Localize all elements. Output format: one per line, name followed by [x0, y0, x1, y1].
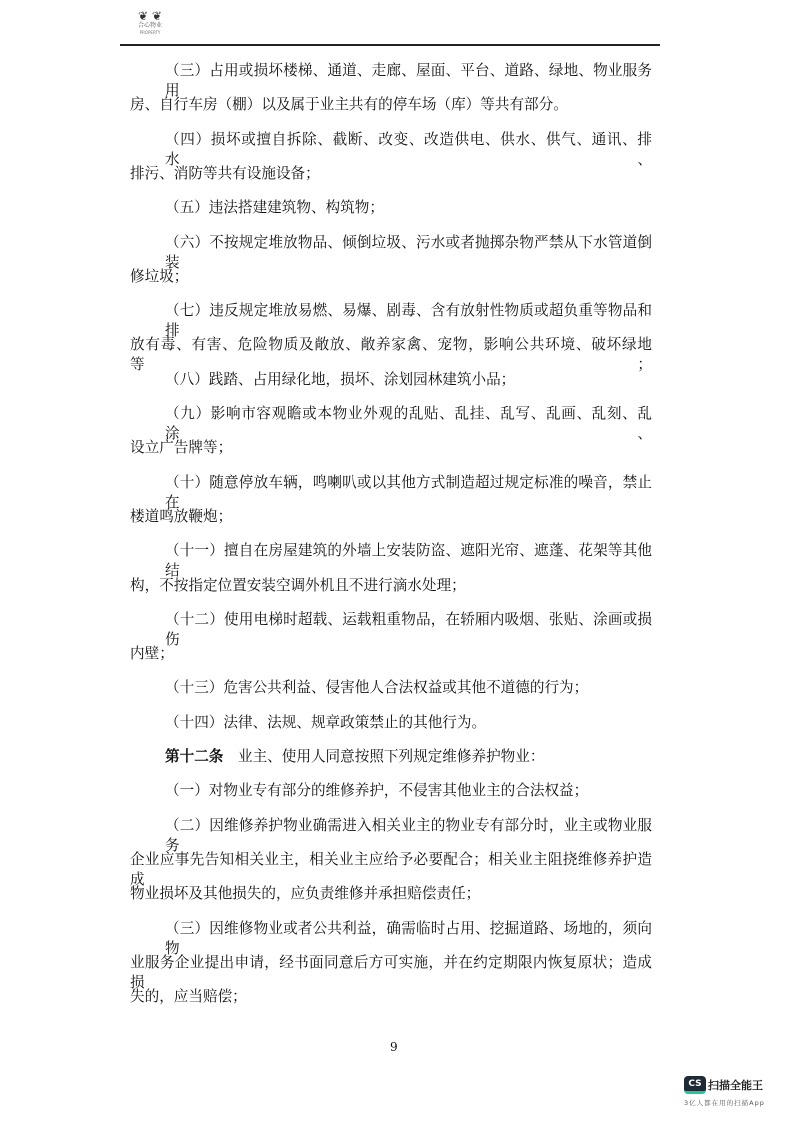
line-text: （三）占用或损坏楼梯、通道、走廊、屋面、平台、道路、绿地、物业服务用: [165, 62, 652, 99]
line-text: 构，不按指定位置安装空调外机且不进行滴水处理；: [130, 576, 466, 594]
line-text: （二）因维修养护物业确需进入相关业主的物业专有部分时，业主或物业服务: [165, 816, 652, 854]
text-line: [130, 987, 247, 1007]
text-line: [130, 267, 188, 287]
line-text: 内壁；: [130, 645, 174, 663]
line-text: 修垃圾；: [130, 267, 189, 285]
text-line: [165, 473, 652, 513]
line-text: （一）对物业专有部分的维修养护，不侵害其他业主的合法权益；: [165, 782, 589, 800]
line-text: （五）违法搭建建筑物、构筑物；: [165, 199, 384, 217]
line-text: （十四）法律、法规、规章政策禁止的其他行为。: [165, 713, 487, 731]
text-line: [130, 95, 568, 115]
text-line: [165, 370, 515, 390]
text-line: [130, 644, 174, 664]
line-text: 企业应事先告知相关业主，相关业主应给予必要配合；相关业主阻挠维修养护造成: [130, 850, 652, 888]
line-text: （四）损坏或擅自拆除、截断、改变、改造供电、供水、供气、通讯、排水、: [165, 130, 652, 168]
line-text: （九）影响市容观瞻或本物业外观的乱贴、乱挂、乱写、乱画、乱刻、乱涂、: [165, 405, 652, 442]
text-line: [130, 438, 232, 458]
text-line: [165, 713, 486, 733]
line-text: 设立广告牌等；: [130, 439, 233, 457]
line-text: 失的，应当赔偿；: [130, 988, 247, 1006]
company-logo: [132, 10, 168, 36]
logo-text: 合心物业: [137, 22, 162, 29]
article-heading: 第十二条: [165, 748, 224, 765]
text-line: [130, 507, 232, 527]
text-line: [165, 610, 652, 650]
text-line: [165, 198, 384, 218]
line-text: （三）因维修物业或者公共利益，确需临时占用、挖掘道路、场地的，须向物: [165, 919, 652, 957]
line-text: 业服务企业提出申请，经书面同意后方可实施，并在约定期限内恢复原状；造成损: [130, 953, 652, 991]
text-line: [130, 884, 480, 904]
leaf-logo-icon: ❦ ❦: [138, 9, 162, 23]
header-rule: [120, 44, 660, 46]
watermark-name: 扫描全能王: [708, 1078, 763, 1092]
watermark-tagline: 3亿人都在用的扫描App: [684, 1098, 765, 1107]
text-line: [130, 164, 320, 184]
line-text: 排污、消防等共有设施设备；: [130, 164, 320, 182]
line-text: （六）不按规定堆放物品、倾倒垃圾、污水或者抛掷杂物严禁从下水管道倒装: [165, 233, 652, 271]
camscanner-logo-icon: CS: [684, 1076, 706, 1094]
text-line: [165, 404, 652, 444]
line-text: （十）随意停放车辆，鸣喇叭或以其他方式制造超过规定标准的噪音，禁止在: [165, 473, 652, 511]
line-text: （七）违反规定堆放易燃、易爆、剧毒、含有放射性物质或超负重等物品和排: [165, 302, 652, 340]
text-line: [130, 576, 466, 596]
line-text: 房、自行车房（棚）以及属于业主共有的停车场（库）等共有部分。: [130, 96, 568, 114]
line-text: 物业损坏及其他损失的，应负责维修并承担赔偿责任；: [130, 885, 481, 903]
line-text: 楼道鸣放鞭炮；: [130, 507, 233, 525]
line-text: （八）践踏、占用绿化地，损坏、涂划园林建筑小品；: [165, 370, 516, 388]
line-text: （十二）使用电梯时超载、运载粗重物品，在轿厢内吸烟、张贴、涂画或损伤: [165, 610, 652, 648]
line-text: 放有毒、有害、危险物质及敞放、敞养家禽、宠物，影响公共环境、破坏绿地等；: [130, 336, 652, 374]
line-text: （十一）擅自在房屋建筑的外墙上安装防盗、遮阳光帘、遮蓬、花架等其他结: [165, 542, 652, 580]
line-text: 业主、使用人同意按照下列规定维修养护物业：: [223, 748, 545, 765]
camscanner-watermark: [684, 1074, 784, 1107]
line-text: （十三）危害公共利益、侵害他人合法权益或其他不道德的行为；: [165, 679, 589, 697]
text-line: [165, 781, 588, 801]
logo-subtext: PROPERTY: [139, 30, 161, 35]
text-line: [165, 678, 588, 698]
page-number: 9: [390, 1040, 398, 1054]
text-line: [165, 747, 544, 767]
text-line: [165, 233, 652, 273]
